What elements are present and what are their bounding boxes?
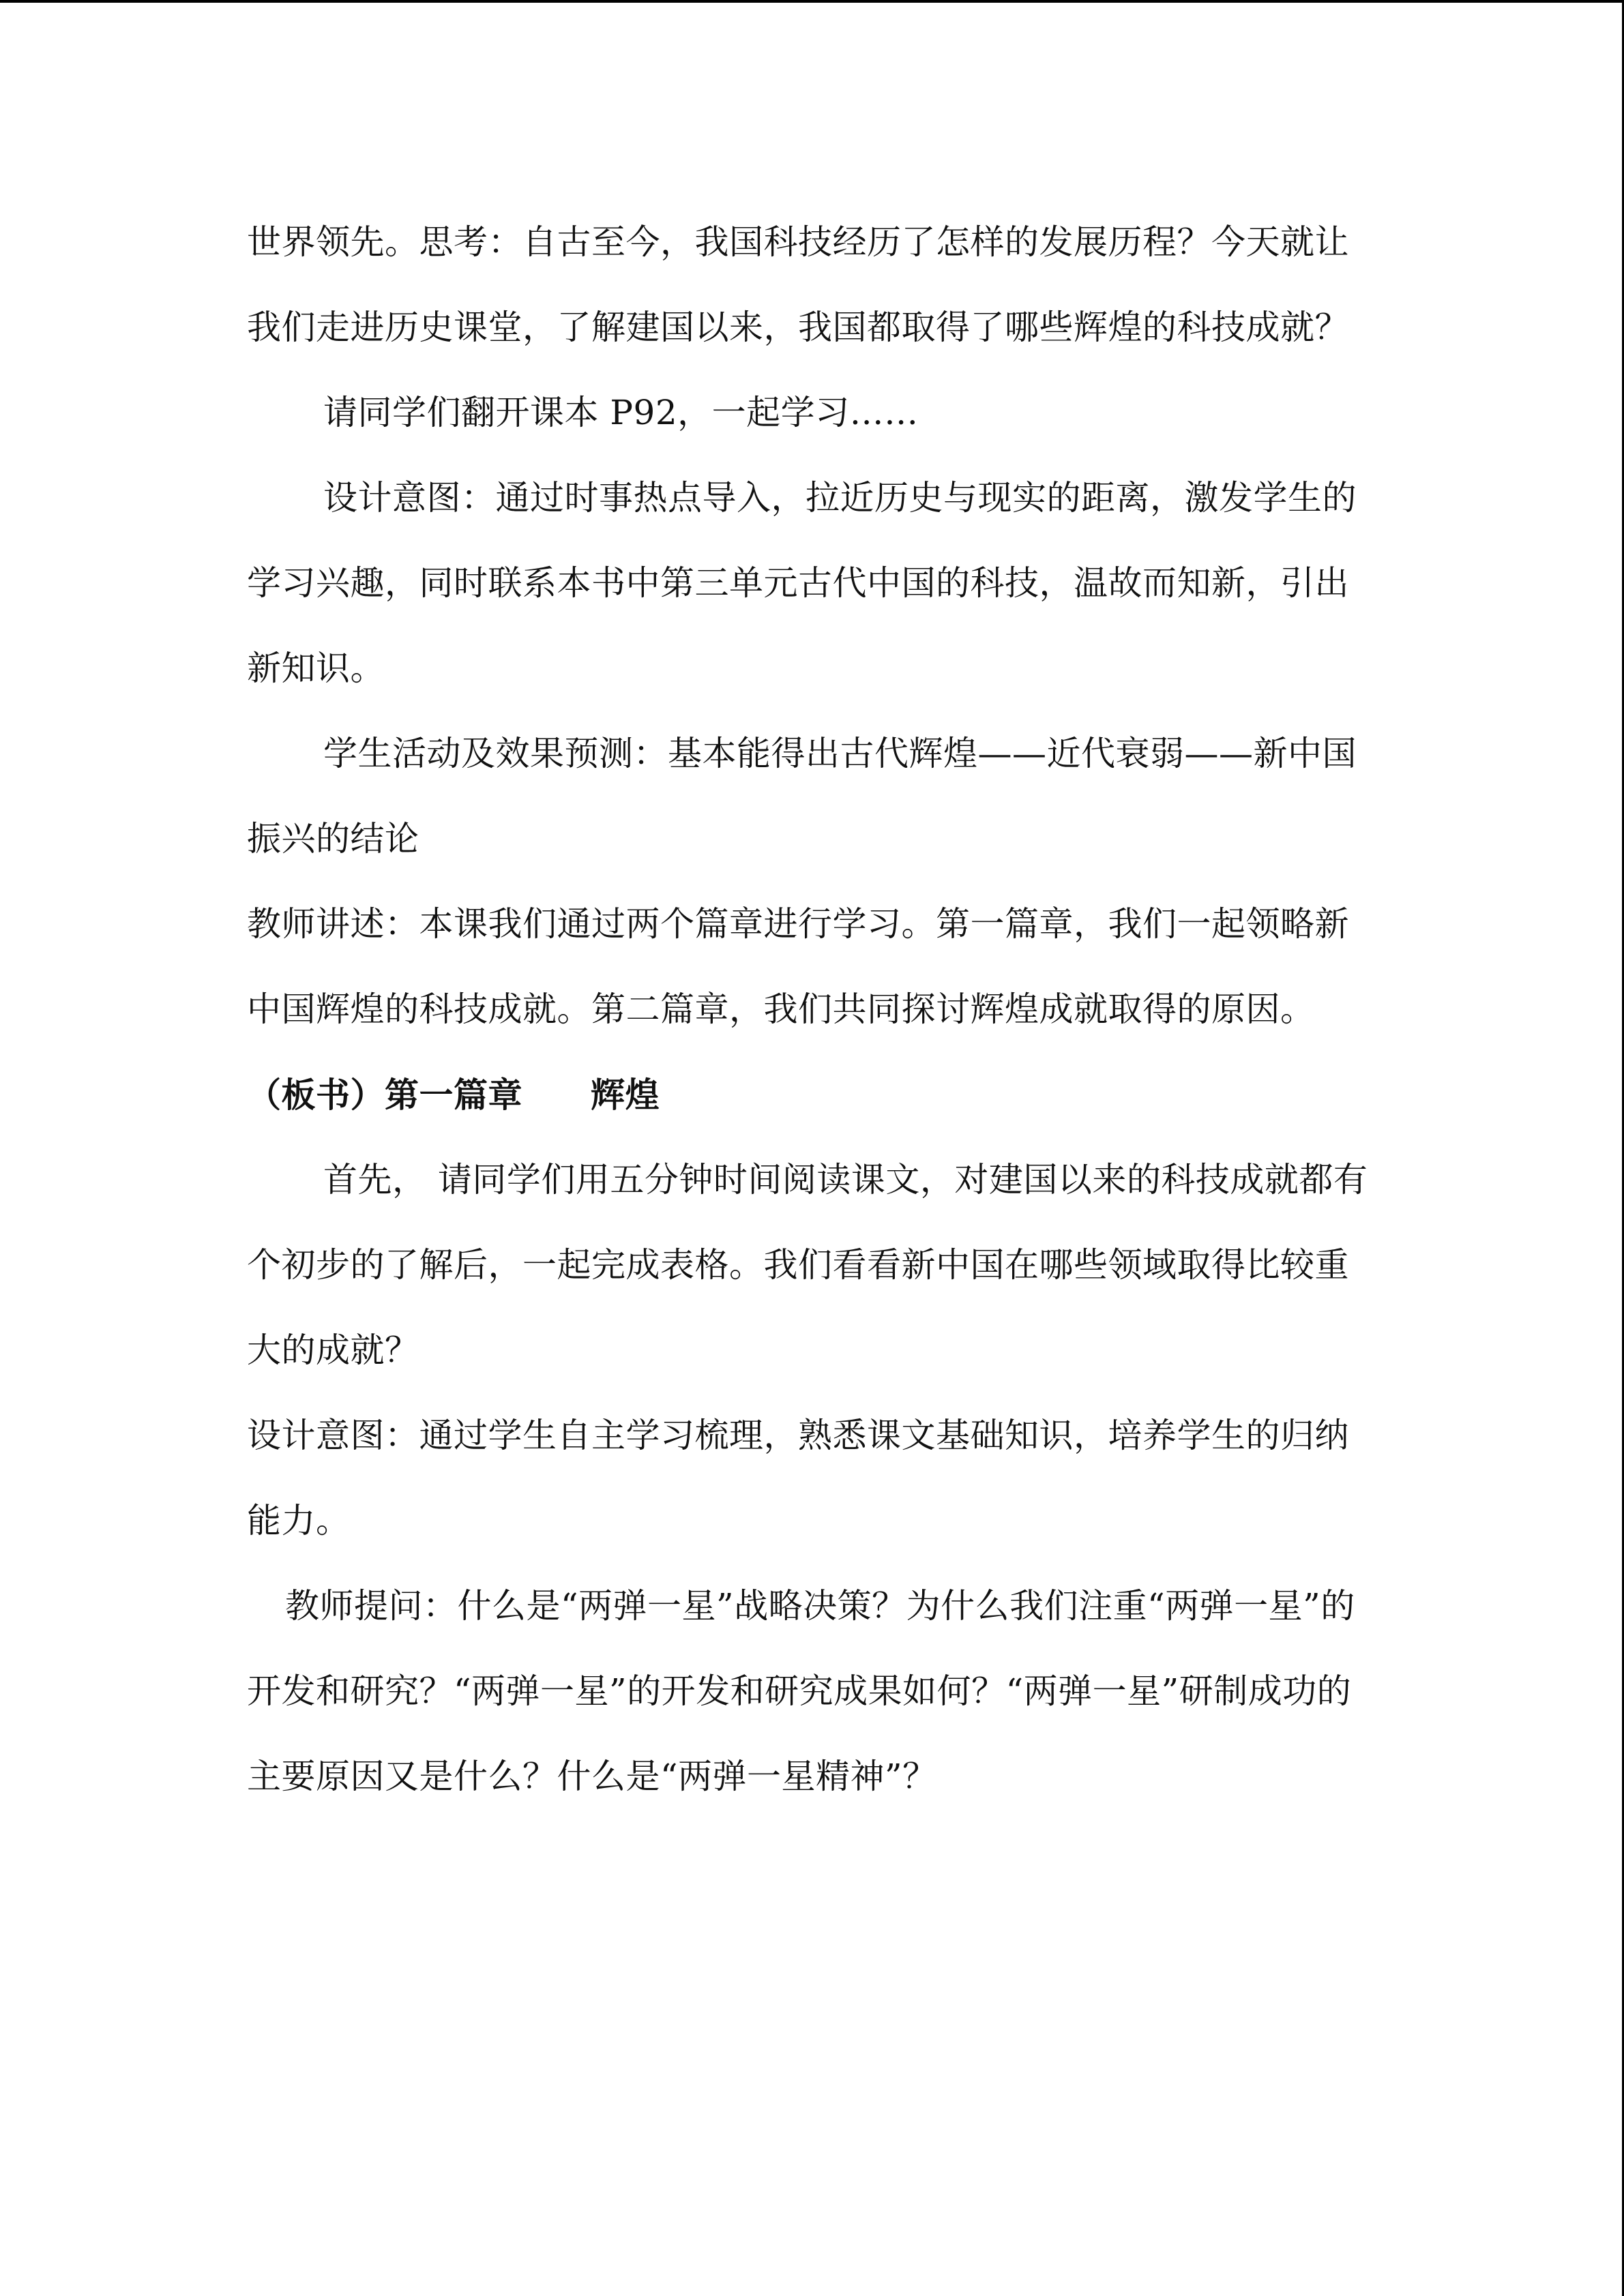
document-page: [247, 200, 1379, 1819]
paragraph-teacher-questions: 教师提问：什么是“两弹一星”战略决策？为什么我们注重“两弹一星”的开发和研究？“两弹一星”的开发和研究成果如何？“两弹一星”研制成功的主要原因又是什么？什么是“两弹一星精神”？: [247, 1586, 1355, 1796]
paragraph-open-book: 请同学们翻开课本 P92，一起学习……: [323, 393, 919, 432]
paragraph-design-intent-1: 设计意图：通过时事热点导入，拉近历史与现实的距离，激发学生的学习兴趣，同时联系本书中第三单元古代中国的科技，温故而知新，引出新知识。: [247, 478, 1357, 688]
paragraph-teacher-narration: 教师讲述：本课我们通过两个篇章进行学习。第一篇章，我们一起领略新中国辉煌的科技成就。第二篇章，我们共同探讨辉煌成就取得的原因。: [247, 904, 1349, 1029]
section-heading: [247, 1052, 1379, 1137]
paragraph-reading-task: 首先， 请同学们用五分钟时间阅读课文，对建国以来的科技成就都有个初步的了解后，一起完成表格。我们看看新中国在哪些领域取得比较重大的成就？: [247, 1160, 1368, 1370]
paragraph-intro: 世界领先。思考：自古至今，我国科技经历了怎样的发展历程？今天就让我们走进历史课堂，了解建国以来，我国都取得了哪些辉煌的科技成就？: [247, 222, 1349, 347]
section-heading-label: （板书）第一篇章: [247, 1075, 522, 1115]
section-heading-title: 辉煌: [591, 1075, 660, 1115]
paragraph-design-intent-2: 设计意图：通过学生自主学习梳理，熟悉课文基础知识，培养学生的归纳能力。: [247, 1416, 1349, 1540]
paragraph-student-activity: 学生活动及效果预测：基本能得出古代辉煌——近代衰弱——新中国振兴的结论: [247, 734, 1357, 859]
top-border: [0, 0, 1624, 3]
